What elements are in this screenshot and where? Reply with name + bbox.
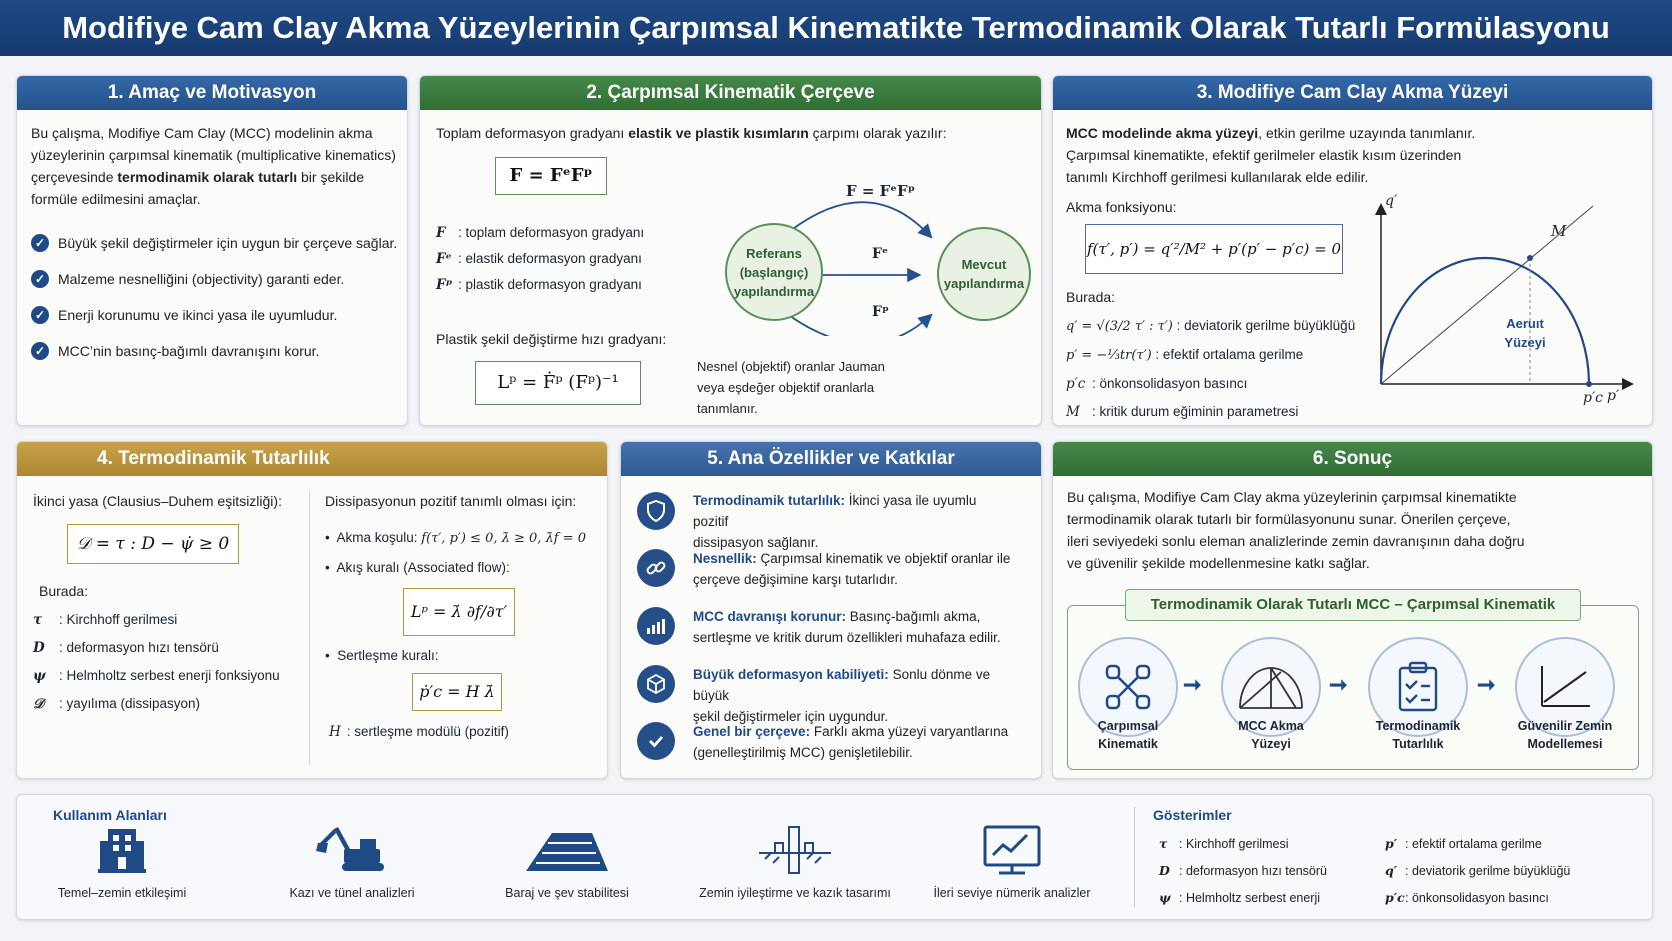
- intro-fragment: , etkin gerilme uzayında tanımlanır.: [1258, 125, 1476, 141]
- flow-label-line: Tutarlılık: [1392, 737, 1444, 751]
- definition: : Helmholtz serbest enerji fonksiyonu: [59, 668, 280, 683]
- bottom-arrow: [790, 316, 930, 336]
- definition-row: [33, 606, 280, 634]
- feature-text: dissipasyon sağlanır.: [693, 535, 819, 550]
- feature-item: [693, 664, 1013, 727]
- shield-icon: [637, 492, 675, 530]
- clipboard-icon: [1396, 660, 1440, 714]
- intro-line: Çarpımsal kinematikte, efektif gerilmeler elastik kısım üzerinden: [1066, 147, 1462, 163]
- intro-text: [31, 122, 401, 210]
- symbol: p′: [1385, 836, 1398, 851]
- feature-text: (genelleştirilmiş MCC) genişletilebilir.: [693, 745, 913, 760]
- feature-text: Basınç-bağımlı akma,: [846, 609, 981, 624]
- definition: : deformasyon hızı tensörü: [59, 640, 219, 655]
- bullet-text: MCC’nin basınç-bağımlı davranışını korur.: [58, 343, 320, 359]
- legend-text: : Helmholtz serbest enerji: [1179, 891, 1321, 905]
- definition-list: [1066, 312, 1355, 426]
- definition: : sertleşme modülü (pozitif): [346, 724, 509, 739]
- burada-label: Burada:: [39, 583, 89, 599]
- trend-icon: [1536, 662, 1594, 712]
- feature-item: [693, 721, 1013, 763]
- intro-line: formüle edilmesini amaçlar.: [31, 191, 201, 207]
- definition-list: [33, 606, 280, 718]
- feature-text: Çarpımsal kinematik ve objektif oranlar ile: [756, 551, 1011, 566]
- symbol: p′c: [1066, 376, 1086, 392]
- hardening-rule-label: Sertleşme kuralı:: [337, 648, 439, 663]
- intro-fragment: çerçevesinde: [31, 169, 118, 185]
- definition-row: [436, 246, 644, 272]
- symbol: ψ: [1159, 890, 1171, 905]
- panel-motivation: [16, 75, 408, 426]
- plot-label-line: Aeruıt: [1506, 316, 1544, 331]
- panel-thermodynamic-consistency: [16, 441, 608, 779]
- diagram-top-label: F = FᵉFᵖ: [846, 182, 916, 200]
- definition-row: [1066, 398, 1355, 426]
- application-label: Temel–zemin etkileşimi: [57, 886, 187, 900]
- excavator-icon: [314, 823, 390, 877]
- check-icon: ✓: [31, 342, 49, 360]
- note-line: tanımlanır.: [697, 401, 758, 416]
- flow-rule-formula: Lᵖ = λ̇ ∂f/∂τ′: [403, 588, 515, 636]
- intro-emphasis: akma yüzeyi: [1175, 125, 1259, 141]
- panel-kinematics: [419, 75, 1042, 426]
- pc-point: [1586, 381, 1592, 387]
- yield-label: Akma fonksiyonu:: [1066, 199, 1177, 215]
- panel-title: 1. Amaç ve Motivasyon: [17, 76, 407, 110]
- list-item: [31, 306, 337, 324]
- flow-rule: • Akış kuralı (Associated flow):: [325, 560, 510, 575]
- symbol: p′c: [1385, 890, 1405, 905]
- definition-list: [436, 220, 644, 298]
- critical-point: [1527, 255, 1533, 261]
- definition-row: [436, 272, 644, 298]
- application-label: İleri seviye nümerik analizler: [933, 886, 1091, 900]
- panel-title: 3. Modifiye Cam Clay Akma Yüzeyi: [1053, 76, 1652, 110]
- yield-surface-plot: [1373, 196, 1643, 416]
- application-item: [685, 823, 905, 900]
- definition-row: [1066, 370, 1355, 398]
- chart-icon: [637, 607, 675, 645]
- intro-line: yüzeylerinin çarpımsal kinematik (multiplicative kinematics): [31, 147, 396, 163]
- definition: : önkonsolidasyon basıncı: [1092, 376, 1248, 391]
- legend-item: [1385, 836, 1542, 851]
- yield-condition-label: Akma koşulu:: [336, 530, 422, 545]
- intro-text: [1066, 122, 1646, 188]
- panel-features: [620, 441, 1042, 779]
- legend-item: [1159, 863, 1327, 878]
- feature-item: [693, 490, 1013, 553]
- application-item: [487, 823, 647, 900]
- legend-text: : önkonsolidasyon basıncı: [1405, 891, 1549, 905]
- intro-line: tanımlı Kirchhoff gerilmesi kullanılarak elde edilir.: [1066, 169, 1369, 185]
- panel-applications: [16, 794, 1653, 920]
- application-label: Kazı ve tünel analizleri: [289, 886, 415, 900]
- definition: : deviatorik gerilme büyüklüğü: [1176, 318, 1356, 333]
- symbol: p′ = −⅓tr(τ′): [1066, 348, 1152, 363]
- symbol: 𝒟: [33, 696, 44, 712]
- definition: : kritik durum eğiminin parametresi: [1092, 404, 1299, 419]
- definition: : efektif ortalama gerilme: [1155, 347, 1304, 362]
- bullet-text: Büyük şekil değiştirmeler için uygun bir çerçeve sağlar.: [58, 235, 398, 251]
- legend-text: : Kirchhoff gerilmesi: [1179, 837, 1289, 851]
- definition-row: [33, 634, 280, 662]
- divider: [1134, 807, 1135, 907]
- intro-fragment: çarpımı olarak yazılır:: [808, 125, 947, 141]
- flow-step-label: [1206, 717, 1336, 753]
- flow-step-label: [1353, 717, 1483, 753]
- symbol: D: [33, 640, 45, 656]
- plot-q-label: q′: [1385, 193, 1398, 209]
- plot-pc-label: p′c: [1583, 390, 1603, 406]
- symbol: Fᵖ: [436, 277, 453, 293]
- rate-label: Plastik şekil değiştirme hızı gradyanı:: [436, 331, 667, 347]
- fe-label: Fᵉ: [872, 246, 889, 262]
- note-line: Nesnel (objektif) oranlar Jauman: [697, 359, 885, 374]
- panel-title: 2. Çarpımsal Kinematik Çerçeve: [420, 76, 1041, 110]
- flow-rule-label: Akış kuralı (Associated flow):: [336, 560, 510, 575]
- application-item: [47, 823, 197, 900]
- feature-text: Farklı akma yüzeyi varyantlarına: [810, 724, 1009, 739]
- legend-item: [1385, 863, 1570, 878]
- plot-p-label: p′: [1607, 388, 1620, 404]
- dissipation-label: Dissipasyonun pozitif tanımlı olması için:: [325, 493, 577, 509]
- yield-condition-formula: f(τ′, p′) ≤ 0, λ̇ ≥ 0, λ̇f = 0: [421, 531, 587, 546]
- clausius-duhem-formula: 𝒟 = τ : D − ψ̇ ≥ 0: [67, 524, 239, 564]
- yield-surface-label: [1485, 314, 1565, 352]
- formula-f: F = FᵉFᵖ: [495, 157, 607, 195]
- check-icon: [637, 722, 675, 760]
- intro-line: [31, 166, 401, 188]
- symbol: F: [436, 225, 446, 241]
- feature-text: çerçeve değişimine karşı tutarlıdır.: [693, 572, 898, 587]
- divider: [309, 490, 310, 765]
- second-law-label: İkinci yasa (Clausius–Duhem eşitsizliği):: [33, 493, 282, 509]
- flow-label-line: Yüzeyi: [1251, 737, 1291, 751]
- flow-label-line: Güvenilir Zemin: [1517, 719, 1613, 733]
- pile-icon: [755, 823, 835, 877]
- panel-title: 4. Termodinamik Tutarlılık: [17, 442, 607, 476]
- formula-lp: Lᵖ = Ḟᵖ (Fᵖ)⁻¹: [475, 361, 641, 405]
- definition: : plastik deformasyon gradyanı: [458, 277, 642, 292]
- symbol: τ: [33, 612, 43, 628]
- application-item: [922, 823, 1102, 900]
- arrow-right-icon: ➞: [1477, 672, 1496, 697]
- application-item: [272, 823, 432, 900]
- feature-text: şekil değiştirmeler için uygundur.: [693, 709, 889, 724]
- feature-key: Genel bir çerçeve:: [693, 724, 811, 739]
- list-item: [31, 270, 344, 288]
- panel-title: 6. Sonuç: [1053, 442, 1652, 476]
- panel-title: 5. Ana Özellikler ve Katkılar: [621, 442, 1041, 476]
- note-line: veya eşdeğer objektif oranlarla: [697, 380, 875, 395]
- cube-icon: [637, 665, 675, 703]
- definition-row: [1066, 312, 1355, 341]
- check-icon: ✓: [31, 306, 49, 324]
- symbol: H: [329, 724, 341, 740]
- symbol: ψ: [33, 668, 46, 684]
- feature-text: Sonlu dönme ve büyük: [693, 667, 991, 703]
- plot-label-line: Yüzeyi: [1504, 335, 1546, 350]
- yield-formula: f(τ′, p′) = q′²/M² + p′(p′ − p′c) = 0: [1085, 224, 1343, 274]
- feature-key: Termodinamik tutarlılık:: [693, 493, 846, 508]
- intro-text: [436, 122, 1036, 144]
- legend-item: [1159, 836, 1289, 851]
- definition: : elastik deformasyon gradyanı: [458, 251, 642, 266]
- network-icon: [1101, 660, 1155, 714]
- feature-item: [693, 548, 1013, 590]
- intro-fragment: Toplam deformasyon gradyanı: [436, 125, 629, 141]
- current-configuration: Mevcut yapılandırma: [937, 227, 1031, 321]
- symbol: τ: [1159, 836, 1168, 851]
- legend-text: : deviatorik gerilme büyüklüğü: [1405, 864, 1571, 878]
- bullet-text: Malzeme nesnelliğini (objectivity) garanti eder.: [58, 271, 345, 287]
- hardening-formula: ṗ′c = H λ̇: [412, 673, 502, 711]
- arrow-right-icon: ➞: [1183, 672, 1202, 697]
- intro-line: Bu çalışma, Modifiye Cam Clay (MCC) modelinin akma: [31, 125, 373, 141]
- feature-text: İkinci yasa ile uyumlu pozitif: [693, 493, 977, 529]
- legend-text: : deformasyon hızı tensörü: [1179, 864, 1327, 878]
- definition: : toplam deformasyon gradyanı: [458, 225, 645, 240]
- legend-title: Gösterimler: [1153, 807, 1232, 823]
- link-icon: [637, 549, 675, 587]
- application-label: Baraj ve şev stabilitesi: [505, 886, 629, 900]
- burada-label: Burada:: [1066, 289, 1116, 305]
- flow-label-line: MCC Akma: [1238, 719, 1304, 733]
- arrow-right-icon: ➞: [1329, 672, 1348, 697]
- conclusion-line: termodinamik olarak tutarlı bir formülasyonunu sunar. Önerilen çerçeve,: [1067, 511, 1511, 527]
- page-title: Modifiye Cam Clay Akma Yüzeylerinin Çarpımsal Kinematikte Termodinamik Olarak Tutarlı Formülasyonu: [0, 0, 1672, 56]
- panel-yield-surface: [1052, 75, 1653, 426]
- building-icon: [96, 823, 148, 877]
- flow-label-line: Modellemesi: [1527, 737, 1603, 751]
- conclusion-line: Bu çalışma, Modifiye Cam Clay akma yüzeylerinin çarpımsal kinematikte: [1067, 489, 1517, 505]
- legend-item: [1159, 890, 1320, 905]
- legend-text: : efektif ortalama gerilme: [1405, 837, 1542, 851]
- definition-row: [436, 220, 644, 246]
- panel-conclusion: [1052, 441, 1653, 779]
- flow-step-label: [1063, 717, 1193, 753]
- hardening-rule: • Sertleşme kuralı:: [325, 648, 439, 663]
- feature-item: [693, 606, 1013, 648]
- definition: : yayılıma (dissipasyon): [59, 696, 201, 711]
- reference-configuration: Referans (başlangıç) yapılandırma: [725, 223, 823, 321]
- symbol: M: [1066, 404, 1080, 420]
- definition: : Kirchhoff gerilmesi: [59, 612, 178, 627]
- monitor-chart-icon: [981, 823, 1043, 877]
- feature-text: sertleşme ve kritik durum özellikleri muhafaza edilir.: [693, 630, 1001, 645]
- dam-icon: [522, 823, 612, 877]
- applications-title: Kullanım Alanları: [53, 807, 167, 823]
- symbol: D: [1159, 863, 1170, 878]
- intro-emphasis: MCC modelinde: [1066, 125, 1176, 141]
- conclusion-line: ileri seviyedeki sonlu eleman analizlerinde zemin davranışının daha doğru: [1067, 533, 1525, 549]
- top-arrow: [790, 202, 930, 236]
- symbol: Fᵉ: [436, 251, 452, 267]
- bullet-text: Enerji korunumu ve ikinci yasa ile uyumludur.: [58, 307, 338, 323]
- application-label: Zemin iyileştirme ve kazık tasarımı: [699, 886, 891, 900]
- definition-row: [33, 662, 280, 690]
- feature-key: Nesnellik:: [693, 551, 757, 566]
- objective-note: [697, 356, 885, 419]
- fp-label: Fᵖ: [872, 304, 889, 320]
- conclusion-text: [1067, 486, 1647, 574]
- feature-key: MCC davranışı korunur:: [693, 609, 847, 624]
- definition-row: [1066, 341, 1355, 370]
- check-icon: ✓: [31, 270, 49, 288]
- list-item: [31, 342, 319, 360]
- plot-m-label: M: [1551, 222, 1567, 240]
- flow-label-line: Kinematik: [1098, 737, 1158, 751]
- definition-row: [33, 690, 280, 718]
- summary-box-title: Termodinamik Olarak Tutarlı MCC – Çarpımsal Kinematik: [1125, 589, 1581, 621]
- feature-key: Büyük deformasyon kabiliyeti:: [693, 667, 889, 682]
- intro-line: [1066, 122, 1646, 144]
- intro-fragment: bir şekilde: [297, 169, 365, 185]
- yield-condition: • Akma koşulu: f(τ′, p′) ≤ 0, λ̇ ≥ 0, λ̇f = 0: [325, 530, 587, 546]
- intro-emphasis: elastik ve plastik kısımların: [628, 125, 809, 141]
- list-item: [31, 234, 397, 252]
- conclusion-line: ve güvenilir şekilde modellenmesine katkı sağlar.: [1067, 555, 1370, 571]
- yield-surface-icon: [1236, 660, 1306, 714]
- legend-item: [1385, 890, 1549, 905]
- symbol: q′: [1385, 863, 1398, 878]
- hardening-modulus: [329, 724, 509, 740]
- intro-emphasis: termodinamik olarak tutarlı: [117, 169, 298, 185]
- flow-label-line: Çarpımsal: [1097, 719, 1159, 733]
- flow-label-line: Termodinamik: [1375, 719, 1461, 733]
- symbol: q′ = √(3/2 τ′ : τ′): [1066, 319, 1173, 334]
- check-icon: ✓: [31, 234, 49, 252]
- flow-step-label: [1500, 717, 1630, 753]
